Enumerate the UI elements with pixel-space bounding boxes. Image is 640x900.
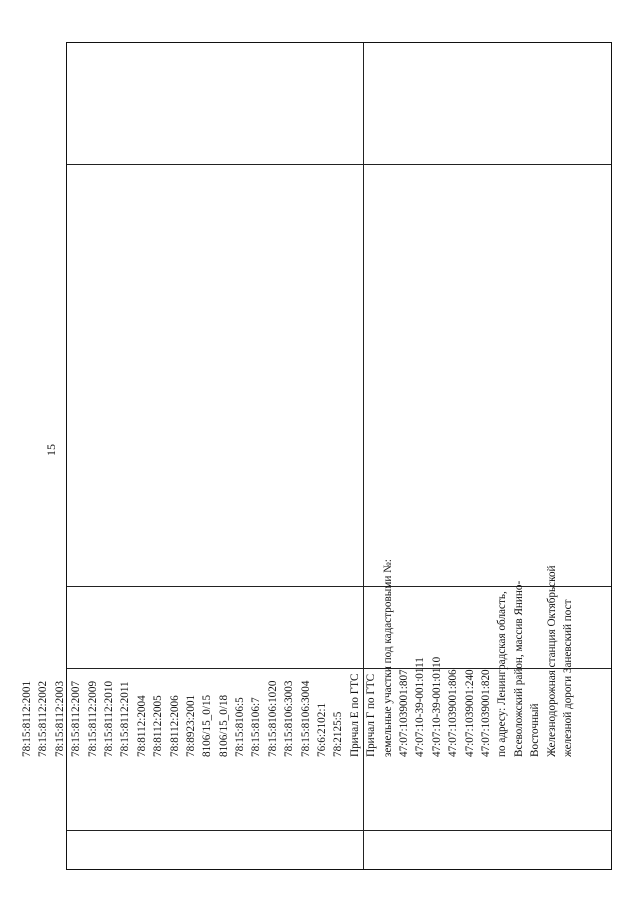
cell-line: Причал Е по ГТС (348, 673, 361, 757)
table-row-divider (67, 830, 611, 831)
cell-line: 78:15:8112:2009 (86, 680, 99, 757)
cell-line: 47:07:10-39-001:0111 (414, 657, 427, 757)
cell-line: 78:15:8112:2003 (53, 680, 66, 757)
cell-line: 47:07:10-39-001:0110 (430, 656, 443, 757)
cell-line: железной дороги Заневский пост (561, 599, 574, 757)
cell-line: 78:8923:2001 (184, 694, 197, 757)
cell-line: 8106/15_0/18 (217, 694, 230, 757)
cell-line: 78:2125:5 (332, 711, 345, 757)
cell-line: 78:15:8112:2001 (21, 680, 33, 757)
cell-line: Всеволожский район, массив Янино- (512, 580, 525, 757)
cell-line: 47:07:1039001:807 (397, 669, 410, 757)
cell-line: 8106/15_0/15 (201, 694, 214, 757)
cell-line: 78:15:8106:5 (234, 697, 247, 757)
cell-line: 78:8112:2005 (152, 695, 165, 757)
cell-line: 78:8112:2006 (168, 695, 181, 757)
cell-line: 78:15:8112:2010 (102, 680, 115, 757)
cell-line: 78:15:8106:3004 (299, 680, 312, 757)
cell-line: 78:15:8112:2002 (37, 680, 50, 757)
cell-line: по адресу: Ленинградская область, (496, 591, 509, 757)
cell-line: 78:15:8112:2007 (70, 680, 83, 757)
cell-line: 47:07:1039001:820 (479, 669, 492, 757)
cell-line: земельные участки под кадастровыми №: (381, 559, 394, 757)
cell-line: Восточный (529, 703, 542, 757)
cell-line: Железнодорожная станция Октябрьской (545, 565, 558, 757)
cell-line: Причал Г по ГТС (365, 673, 378, 757)
rotated-cell-text (19, 123, 574, 763)
cell-line: 78:15:8106:7 (250, 697, 263, 757)
cell-line: 78:8112:2004 (135, 695, 148, 757)
page-number: 15 (44, 444, 58, 456)
cell-line: 76:6:2102:1 (316, 702, 329, 757)
cell-line: 78:15:8106:3003 (283, 680, 296, 757)
cell-line: 78:15:8112:2011 (119, 681, 132, 757)
cell-line: 78:15:8106:1020 (266, 680, 279, 757)
cell-line: 47:07:1039001:806 (447, 669, 460, 757)
cell-line: 47:07:1039001:240 (463, 669, 476, 757)
